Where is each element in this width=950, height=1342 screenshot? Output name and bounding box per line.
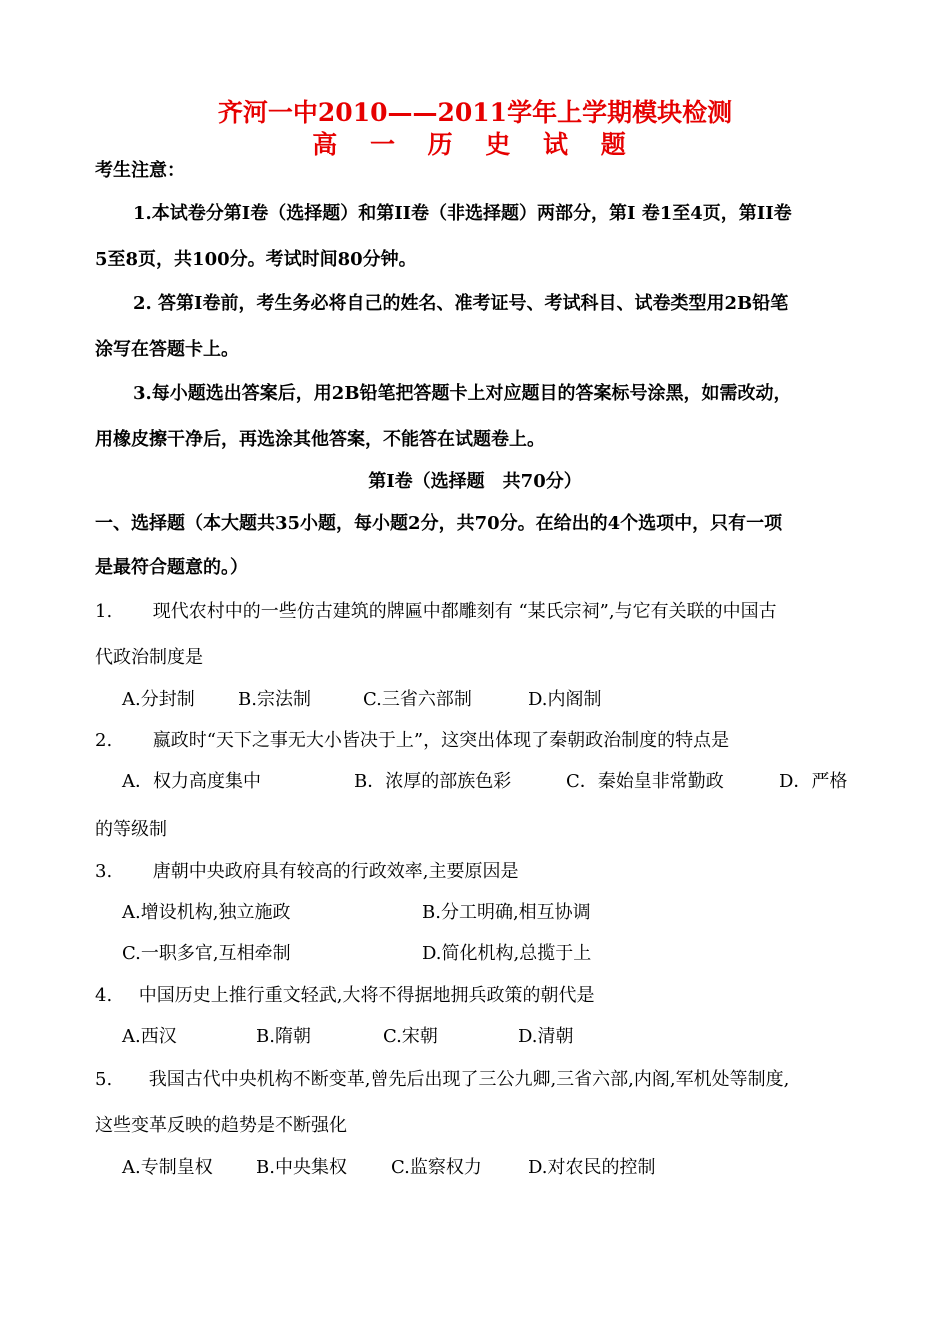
notice-item-3-line-1: 3.每小题选出答案后，用2B铅笔把答题卡上对应题目的答案标号涂黑，如需改动， xyxy=(133,383,792,404)
question-5-option-c[interactable]: C.监察权力 xyxy=(391,1157,482,1178)
section-instruction-line-1: 一、选择题（本大题共35小题，每小题2分，共70分。在给出的4个选项中，只有一项 xyxy=(95,513,783,534)
question-4-option-d[interactable]: D.清朝 xyxy=(518,1026,574,1047)
question-4-option-b[interactable]: B.隋朝 xyxy=(256,1026,311,1047)
question-number: 2. xyxy=(95,730,113,751)
question-stem: 我国古代中央机构不断变革,曾先后出现了三公九卿,三省六部,内阁,军机处等制度, xyxy=(148,1069,790,1090)
question-2-option-b[interactable]: B．浓厚的部族色彩 xyxy=(354,771,512,792)
question-5 xyxy=(95,1068,789,1092)
question-2-option-a[interactable]: A．权力高度集中 xyxy=(122,771,261,792)
exam-title: 齐河一中2010——2011学年上学期模块检测 xyxy=(217,98,733,127)
notice-heading: 考生注意： xyxy=(95,160,185,181)
question-1-option-d[interactable]: D.内阁制 xyxy=(528,689,602,710)
question-1 xyxy=(95,600,777,624)
question-stem: 唐朝中央政府具有较高的行政效率,主要原因是 xyxy=(152,861,519,882)
notice-item-3-line-2: 用橡皮擦干净后，再选涂其他答案，不能答在试题卷上。 xyxy=(95,429,545,450)
question-1-option-b[interactable]: B.宗法制 xyxy=(238,689,311,710)
question-number: 1. xyxy=(95,601,113,622)
question-stem: 嬴政时“天下之事无大小皆决于上”，这突出体现了秦朝政治制度的特点是 xyxy=(152,730,730,751)
question-3-option-c[interactable]: C.一职多官,互相牵制 xyxy=(122,943,291,964)
question-3-option-d[interactable]: D.简化机构,总揽于上 xyxy=(422,943,592,964)
question-4-option-c[interactable]: C.宋朝 xyxy=(383,1026,438,1047)
notice-item-1-line-1: 1.本试卷分第I卷（选择题）和第II卷（非选择题）两部分，第I 卷1至4页，第II卷 xyxy=(133,203,792,224)
question-4 xyxy=(95,984,594,1008)
question-2 xyxy=(95,729,729,753)
section-instruction-line-2: 是最符合题意的。） xyxy=(95,557,248,578)
question-1-option-c[interactable]: C.三省六部制 xyxy=(363,689,472,710)
notice-item-1-line-2: 5至8页，共100分。考试时间80分钟。 xyxy=(95,249,417,270)
notice-item-2-line-2: 涂写在答题卡上。 xyxy=(95,339,239,360)
question-number: 5. xyxy=(95,1069,113,1090)
question-2-option-d-wrap: 的等级制 xyxy=(95,819,167,840)
question-number: 3. xyxy=(95,861,113,882)
section-heading: 第I卷（选择题 共70分） xyxy=(368,471,582,492)
question-2-option-c[interactable]: C．秦始皇非常勤政 xyxy=(566,771,724,792)
question-1-stem-line-2: 代政治制度是 xyxy=(95,647,203,668)
question-3-option-b[interactable]: B.分工明确,相互协调 xyxy=(422,902,591,923)
question-4-option-a[interactable]: A.西汉 xyxy=(122,1026,177,1047)
question-1-option-a[interactable]: A.分封制 xyxy=(122,689,195,710)
question-number: 4. xyxy=(95,985,113,1006)
question-3-option-a[interactable]: A.增设机构,独立施政 xyxy=(122,902,291,923)
question-5-option-a[interactable]: A.专制皇权 xyxy=(122,1157,213,1178)
question-5-option-b[interactable]: B.中央集权 xyxy=(256,1157,347,1178)
question-5-stem-line-2: 这些变革反映的趋势是不断强化 xyxy=(95,1115,347,1136)
question-stem: 中国历史上推行重文轻武,大将不得据地拥兵政策的朝代是 xyxy=(138,985,595,1006)
notice-item-2-line-1: 2. 答第I卷前，考生务必将自己的姓名、准考证号、考试科目、试卷类型用2B铅笔 xyxy=(133,293,789,314)
exam-subtitle: 高 一 历 史 试 题 xyxy=(312,130,638,159)
question-2-option-d[interactable]: D．严格 xyxy=(779,771,848,792)
question-3 xyxy=(95,860,518,884)
question-5-option-d[interactable]: D.对农民的控制 xyxy=(528,1157,656,1178)
question-stem: 现代农村中的一些仿古建筑的牌匾中都雕刻有 “某氏宗祠”,与它有关联的中国古 xyxy=(152,601,777,622)
